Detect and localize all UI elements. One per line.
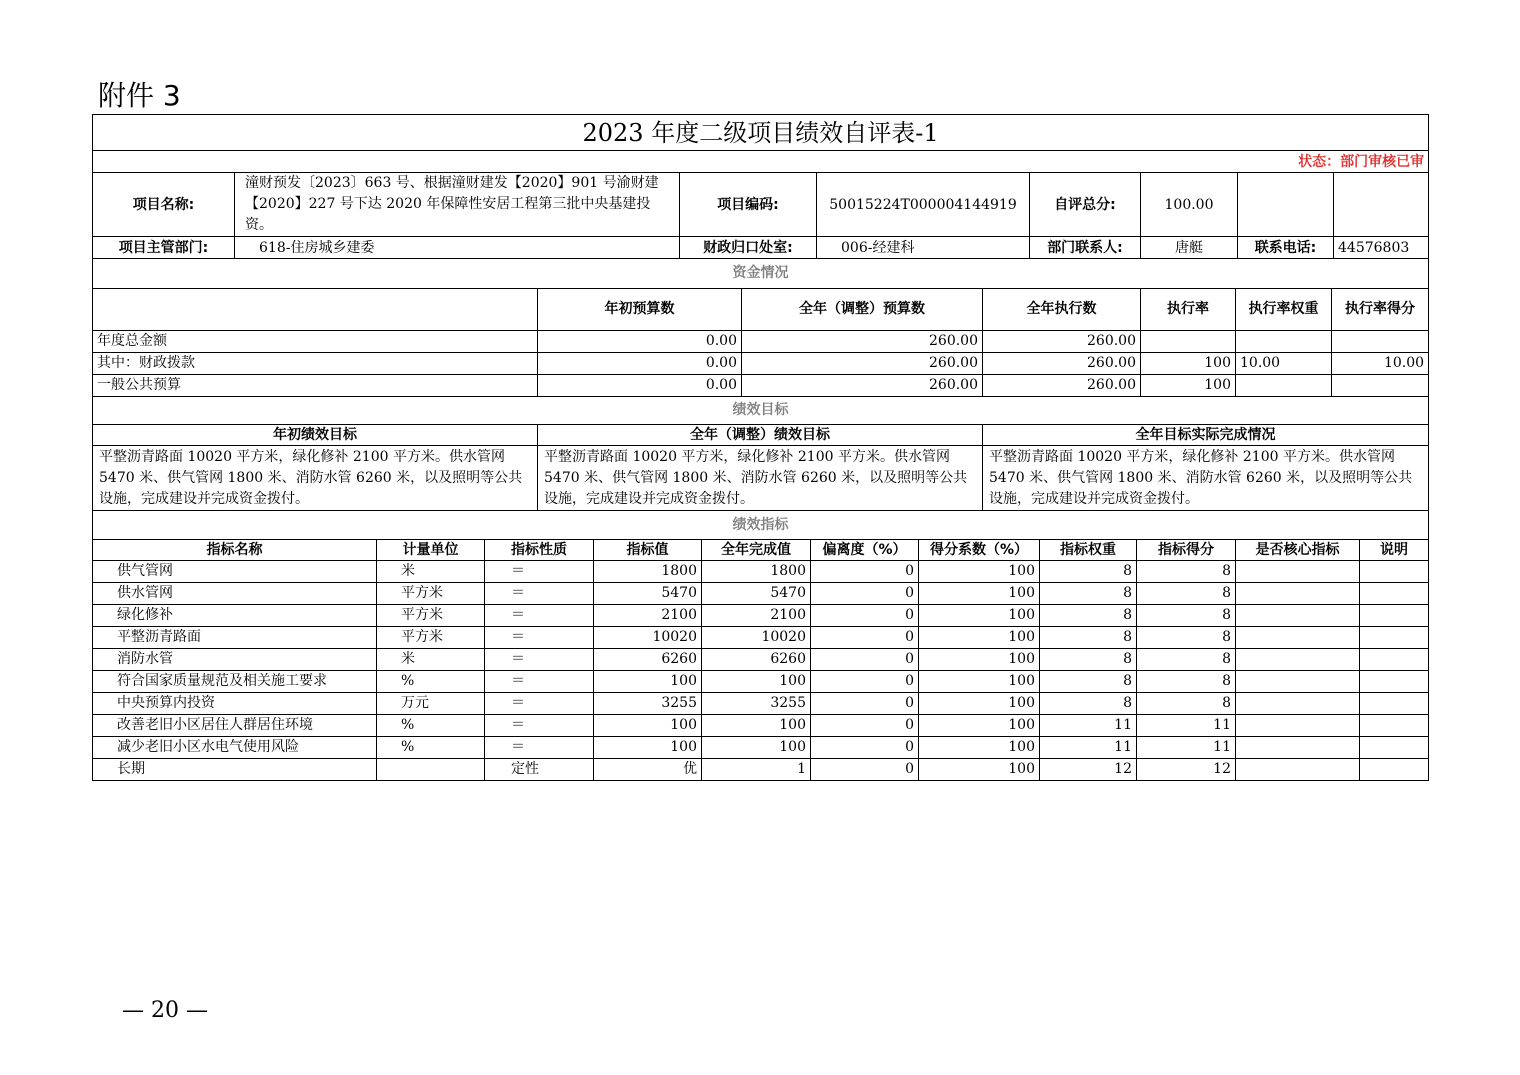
indicator-weight: 8 <box>1040 670 1137 692</box>
indicator-row <box>93 604 1429 626</box>
indicator-core <box>1236 736 1360 758</box>
indicator-nature: ＝ <box>485 670 594 692</box>
indicator-note <box>1360 758 1429 780</box>
indicator-note <box>1360 626 1429 648</box>
indicator-nature: ＝ <box>485 560 594 582</box>
indicator-weight: 8 <box>1040 648 1137 670</box>
goals-header-adjusted: 全年（调整）绩效目标 <box>538 425 983 446</box>
indicator-note <box>1360 714 1429 736</box>
indicator-target: 3255 <box>594 692 702 714</box>
indicator-note <box>1360 670 1429 692</box>
indicator-core <box>1236 714 1360 736</box>
indicator-coef: 100 <box>919 670 1040 692</box>
indicator-coef: 100 <box>919 560 1040 582</box>
indicators-body <box>93 560 1429 780</box>
indicator-core <box>1236 582 1360 604</box>
indicator-deviation: 0 <box>811 560 919 582</box>
indicator-weight: 8 <box>1040 560 1137 582</box>
ind-header-coef: 得分系数（%） <box>919 539 1040 560</box>
indicator-actual: 100 <box>702 670 811 692</box>
indicator-actual: 2100 <box>702 604 811 626</box>
ind-header-nature: 指标性质 <box>485 539 594 560</box>
indicator-nature: ＝ <box>485 582 594 604</box>
ind-header-name: 指标名称 <box>93 539 377 560</box>
indicator-deviation: 0 <box>811 582 919 604</box>
funds-executed: 260.00 <box>983 330 1141 352</box>
funds-row <box>93 374 1429 396</box>
funds-header-executed: 全年执行数 <box>983 288 1141 330</box>
indicator-score: 8 <box>1137 560 1236 582</box>
funds-header-rate: 执行率 <box>1141 288 1236 330</box>
indicator-coef: 100 <box>919 736 1040 758</box>
indicator-nature: ＝ <box>485 692 594 714</box>
self-score-value-main: 100.00 <box>1141 173 1238 237</box>
goals-header-initial: 年初绩效目标 <box>93 425 538 446</box>
funds-adjusted: 260.00 <box>742 330 983 352</box>
project-code-value-main: 50015224T000004144919 <box>817 173 1030 237</box>
indicator-name: 平整沥青路面 <box>93 626 377 648</box>
finance-office-value-main: 006-经建科 <box>817 237 1030 259</box>
indicator-score: 11 <box>1137 714 1236 736</box>
funds-executed: 260.00 <box>983 374 1141 396</box>
indicator-target: 2100 <box>594 604 702 626</box>
indicator-actual: 1800 <box>702 560 811 582</box>
indicator-core <box>1236 670 1360 692</box>
funds-initial: 0.00 <box>538 374 742 396</box>
indicator-name: 改善老旧小区居住人群居住环境 <box>93 714 377 736</box>
indicator-target: 5470 <box>594 582 702 604</box>
funds-header-initial: 年初预算数 <box>538 288 742 330</box>
indicator-row <box>93 560 1429 582</box>
indicator-score: 12 <box>1137 758 1236 780</box>
indicator-coef: 100 <box>919 648 1040 670</box>
indicator-nature: ＝ <box>485 736 594 758</box>
indicator-actual: 3255 <box>702 692 811 714</box>
status-badge: 状态：部门审核已审 <box>93 151 1429 173</box>
indicator-row <box>93 714 1429 736</box>
indicator-unit: 平方米 <box>377 626 485 648</box>
indicator-note <box>1360 692 1429 714</box>
indicator-nature: ＝ <box>485 714 594 736</box>
attachment-label: 附件 3 <box>98 79 181 112</box>
project-name-label-main: 项目名称: <box>93 173 235 237</box>
indicator-name: 消防水管 <box>93 648 377 670</box>
funds-weight <box>1236 374 1332 396</box>
indicator-deviation: 0 <box>811 714 919 736</box>
indicator-score: 8 <box>1137 604 1236 626</box>
indicator-note <box>1360 582 1429 604</box>
indicator-deviation: 0 <box>811 604 919 626</box>
indicator-name: 符合国家质量规范及相关施工要求 <box>93 670 377 692</box>
funds-header-blank <box>93 288 538 330</box>
indicator-row <box>93 582 1429 604</box>
ind-header-note: 说明 <box>1360 539 1429 560</box>
funds-score: 10.00 <box>1332 352 1429 374</box>
goals-actual-text: 平整沥青路面 10020 平方米，绿化修补 2100 平方米。供水管网 5470 米、供气管网 1800 米、消防水管 6260 米，以及照明等公共设施，完成建设并完成资金拨付。 <box>983 446 1429 511</box>
indicator-core <box>1236 758 1360 780</box>
indicator-core <box>1236 560 1360 582</box>
indicator-target: 1800 <box>594 560 702 582</box>
goals-section-title: 绩效目标 <box>93 397 1429 425</box>
funds-adjusted: 260.00 <box>742 352 983 374</box>
project-code-label-main: 项目编码: <box>680 173 817 237</box>
funds-header-weight: 执行率权重 <box>1236 288 1332 330</box>
indicator-weight: 12 <box>1040 758 1137 780</box>
indicator-note <box>1360 560 1429 582</box>
evaluation-form <box>92 114 1428 781</box>
funds-header-score: 执行率得分 <box>1332 288 1429 330</box>
indicator-deviation: 0 <box>811 758 919 780</box>
indicator-deviation: 0 <box>811 736 919 758</box>
indicator-name: 减少老旧小区水电气使用风险 <box>93 736 377 758</box>
indicator-note <box>1360 736 1429 758</box>
indicator-target: 100 <box>594 714 702 736</box>
indicator-score: 8 <box>1137 670 1236 692</box>
indicator-coef: 100 <box>919 758 1040 780</box>
contact-label-main: 部门联系人: <box>1030 237 1141 259</box>
ind-header-score: 指标得分 <box>1137 539 1236 560</box>
ind-header-actual: 全年完成值 <box>702 539 811 560</box>
phone-label: 联系电话: <box>1238 237 1334 259</box>
goals-header-actual: 全年目标实际完成情况 <box>983 425 1429 446</box>
funds-adjusted: 260.00 <box>742 374 983 396</box>
indicator-weight: 8 <box>1040 626 1137 648</box>
ind-header-target: 指标值 <box>594 539 702 560</box>
funds-score <box>1332 330 1429 352</box>
finance-office-label-main: 财政归口处室: <box>680 237 817 259</box>
indicator-coef: 100 <box>919 714 1040 736</box>
indicator-name: 供水管网 <box>93 582 377 604</box>
funds-header-adjusted: 全年（调整）预算数 <box>742 288 983 330</box>
indicator-row <box>93 692 1429 714</box>
funds-executed: 260.00 <box>983 352 1141 374</box>
dept-label-main: 项目主管部门: <box>93 237 235 259</box>
goals-initial-text: 平整沥青路面 10020 平方米，绿化修补 2100 平方米。供水管网 5470 米、供气管网 1800 米、消防水管 6260 米，以及照明等公共设施，完成建设并完成资金拨付。 <box>93 446 538 511</box>
indicator-target: 6260 <box>594 648 702 670</box>
funds-label: 年度总金额 <box>93 330 538 352</box>
self-score-label-main: 自评总分: <box>1030 173 1141 237</box>
indicator-weight: 8 <box>1040 582 1137 604</box>
indicator-row <box>93 736 1429 758</box>
indicator-score: 8 <box>1137 582 1236 604</box>
indicator-score: 8 <box>1137 648 1236 670</box>
indicator-coef: 100 <box>919 582 1040 604</box>
indicator-target: 优 <box>594 758 702 780</box>
phone-value: 44576803 <box>1334 237 1429 259</box>
indicator-nature: ＝ <box>485 626 594 648</box>
funds-score <box>1332 374 1429 396</box>
indicator-deviation: 0 <box>811 648 919 670</box>
indicator-core <box>1236 626 1360 648</box>
indicator-nature: 定性 <box>485 758 594 780</box>
indicator-target: 100 <box>594 670 702 692</box>
indicator-weight: 8 <box>1040 692 1137 714</box>
funds-rate <box>1141 330 1236 352</box>
indicators-section-title: 绩效指标 <box>93 511 1429 539</box>
indicator-note <box>1360 648 1429 670</box>
indicator-row <box>93 758 1429 780</box>
indicator-row <box>93 648 1429 670</box>
indicator-score: 8 <box>1137 692 1236 714</box>
indicator-unit: % <box>377 736 485 758</box>
indicator-unit: 平方米 <box>377 582 485 604</box>
indicator-row <box>93 670 1429 692</box>
empty-cell-1 <box>1238 173 1334 237</box>
indicator-weight: 11 <box>1040 714 1137 736</box>
ind-header-core: 是否核心指标 <box>1236 539 1360 560</box>
goals-adjusted-text: 平整沥青路面 10020 平方米，绿化修补 2100 平方米。供水管网 5470 米、供气管网 1800 米、消防水管 6260 米，以及照明等公共设施，完成建设并完成资金拨付。 <box>538 446 983 511</box>
ind-header-weight: 指标权重 <box>1040 539 1137 560</box>
ind-header-unit: 计量单位 <box>377 539 485 560</box>
indicator-coef: 100 <box>919 692 1040 714</box>
indicator-unit: 万元 <box>377 692 485 714</box>
indicator-core <box>1236 692 1360 714</box>
contact-value-main: 唐艇 <box>1141 237 1238 259</box>
indicator-unit <box>377 758 485 780</box>
funds-row <box>93 330 1429 352</box>
dept-value-main: 618-住房城乡建委 <box>235 237 680 259</box>
indicator-actual: 100 <box>702 736 811 758</box>
indicator-nature: ＝ <box>485 604 594 626</box>
funds-rate: 100 <box>1141 374 1236 396</box>
indicator-name: 绿化修补 <box>93 604 377 626</box>
indicator-actual: 1 <box>702 758 811 780</box>
funds-row <box>93 352 1429 374</box>
funds-initial: 0.00 <box>538 330 742 352</box>
indicator-actual: 100 <box>702 714 811 736</box>
indicator-core <box>1236 604 1360 626</box>
funds-weight <box>1236 330 1332 352</box>
funds-section-title: 资金情况 <box>93 259 1429 288</box>
funds-weight: 10.00 <box>1236 352 1332 374</box>
indicator-coef: 100 <box>919 604 1040 626</box>
indicator-name: 中央预算内投资 <box>93 692 377 714</box>
indicator-weight: 11 <box>1040 736 1137 758</box>
indicator-deviation: 0 <box>811 670 919 692</box>
form-title-main: 2023 年度二级项目绩效自评表-1 <box>93 115 1429 151</box>
indicator-actual: 6260 <box>702 648 811 670</box>
ind-header-deviation: 偏离度（%） <box>811 539 919 560</box>
indicator-name: 长期 <box>93 758 377 780</box>
indicator-unit: % <box>377 670 485 692</box>
indicator-actual: 10020 <box>702 626 811 648</box>
indicator-row <box>93 626 1429 648</box>
indicator-target: 10020 <box>594 626 702 648</box>
indicator-name: 供气管网 <box>93 560 377 582</box>
funds-rate: 100 <box>1141 352 1236 374</box>
indicator-deviation: 0 <box>811 692 919 714</box>
funds-initial: 0.00 <box>538 352 742 374</box>
indicator-unit: 米 <box>377 560 485 582</box>
indicator-core <box>1236 648 1360 670</box>
indicator-unit: 平方米 <box>377 604 485 626</box>
indicator-weight: 8 <box>1040 604 1137 626</box>
funds-label: 其中：财政拨款 <box>93 352 538 374</box>
indicator-unit: % <box>377 714 485 736</box>
indicator-score: 8 <box>1137 626 1236 648</box>
indicator-unit: 米 <box>377 648 485 670</box>
indicator-coef: 100 <box>919 626 1040 648</box>
empty-cell-2 <box>1334 173 1429 237</box>
indicator-nature: ＝ <box>485 648 594 670</box>
project-name-value-main: 潼财预发〔2023〕663 号、根据潼财建发【2020】901 号渝财建【2020】227 号下达 2020 年保障性安居工程第三批中央基建投资。 <box>235 173 680 237</box>
indicator-score: 11 <box>1137 736 1236 758</box>
funds-label: 一般公共预算 <box>93 374 538 396</box>
indicator-deviation: 0 <box>811 626 919 648</box>
indicator-note <box>1360 604 1429 626</box>
indicator-target: 100 <box>594 736 702 758</box>
indicator-actual: 5470 <box>702 582 811 604</box>
page-number: — 20 — <box>122 998 208 1023</box>
